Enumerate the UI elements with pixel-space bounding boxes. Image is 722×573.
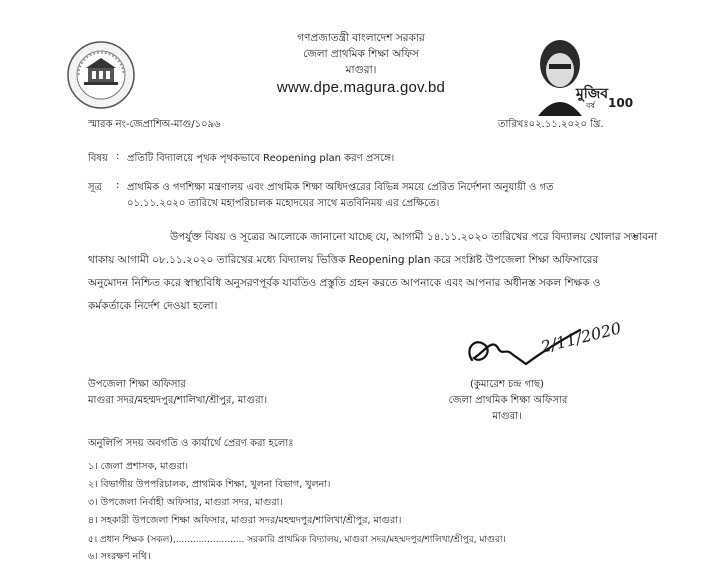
handwritten-signature	[462, 318, 632, 374]
memo-date: তারিখঃ০২.১১.২০২০ খ্রি.	[498, 119, 604, 130]
mujib-logo-num: 100	[608, 96, 634, 110]
header-government: গণপ্রজাতন্ত্রী বাংলাদেশ সরকার	[297, 32, 425, 44]
body-line-4: কর্মকর্তাকে নির্দেশ দেওয়া হলো।	[88, 300, 218, 312]
memo-ref-no: স্মারক নং-জেপ্রাশিঅ-মাগু/১০৯৬	[88, 119, 221, 130]
header-district: মাগুরা।	[345, 64, 377, 76]
body-line-2: থাকায় আগামী ০৮.১১.২০২০ তারিখের মধ্যে বিদ্যালয় ভিত্তিক Reopening plan করে সংশ্লিষ্ট উপজেলা শিক্ষা অফিসারের	[88, 254, 599, 266]
body-line-1: উপর্যুক্ত বিষয় ও সূত্রের আলোকে জানানো যাচ্ছে যে, আগামী ১৪.১১.২০২০ তারিখের পরে বিদ্যালয় খোলার সম্ভাবনা	[170, 231, 658, 243]
reference-line2: ০১.১১.২০২০ তারিখে মহাপরিচালক মহোদয়ের সাথে মতবিনিময় এর প্রেক্ষিতে।	[127, 198, 440, 209]
recipient-title: উপজেলা শিক্ষা অফিসার	[88, 379, 186, 390]
signatory-name: (কুমারেশ চন্দ্র গাছ)	[469, 379, 545, 390]
cc-item: ২। বিভাগীয় উপপরিচালক, প্রাথমিক শিক্ষা, খুলনা বিভাগ, খুলনা।	[88, 479, 331, 490]
reference-line1: প্রাথমিক ও গণশিক্ষা মন্ত্রণালয় এবং প্রাথমিক শিক্ষা অধিদপ্তরের বিভিন্ন সময়ে প্রেরিত নির্দেশনা অনুযায়ী ও গত	[127, 182, 554, 193]
subject-text: প্রতিটি বিদ্যালয়ে পৃথক পৃথকভাবে Reopening plan করণ প্রসঙ্গে।	[127, 153, 395, 164]
mujib-100-logo	[520, 30, 636, 116]
reference-label: সূত্র	[88, 182, 102, 193]
header-office: জেলা প্রাথমিক শিক্ষা অফিস	[303, 48, 419, 60]
signature-date: 2/11/2020	[538, 318, 624, 357]
cc-heading: অনুলিপি সদয় অবগতি ও কার্যার্থে প্রেরণ করা হলোঃ	[88, 438, 294, 449]
recipient-address: মাগুরা সদর/মহম্মদপুর/শালিখা/শ্রীপুর, মাগুরা।	[88, 395, 268, 406]
header-website: www.dpe.magura.gov.bd	[276, 79, 446, 96]
cc-item: ৬। সংরক্ষণ নথি।	[88, 551, 151, 562]
signatory-place: মাগুরা।	[492, 411, 522, 422]
cc-item: ১। জেলা প্রশাসক, মাগুরা।	[88, 461, 189, 472]
mujib-logo-text: মুজিব	[574, 82, 610, 106]
cc-item: ৩। উপজেলা নির্বাহী অফিসার, মাগুরা সদর, মাগুরা।	[88, 497, 283, 508]
cc-item: ৫। প্রধান শিক্ষক (সকল),........................ সরকারি প্রাথমিক বিদ্যালয়, মাগুরা সদর/মহম্মদপুর/শালিখা/শ্রীপুর, মাগুরা।	[88, 535, 506, 545]
mujib-logo-sub: বর্ষ	[586, 101, 595, 110]
subject-label: বিষয়	[88, 153, 108, 164]
signatory-designation: জেলা প্রাথমিক শিক্ষা অফিসার	[448, 395, 568, 406]
cc-item: ৪। সহকারী উপজেলা শিক্ষা অফিসার, মাগুরা সদর/মহম্মদপুর/শালিখা/শ্রীপুর, মাগুরা।	[88, 515, 402, 526]
body-line-3: অনুমোদন নিশ্চিত করে স্বাস্থ্যবিধি অনুসরণপূর্বক যাবতিও প্রস্তুতি গ্রহন করতে আপনাকে এবং আপনার অধীনস্ত সকল শিক্ষক ও	[88, 277, 601, 289]
